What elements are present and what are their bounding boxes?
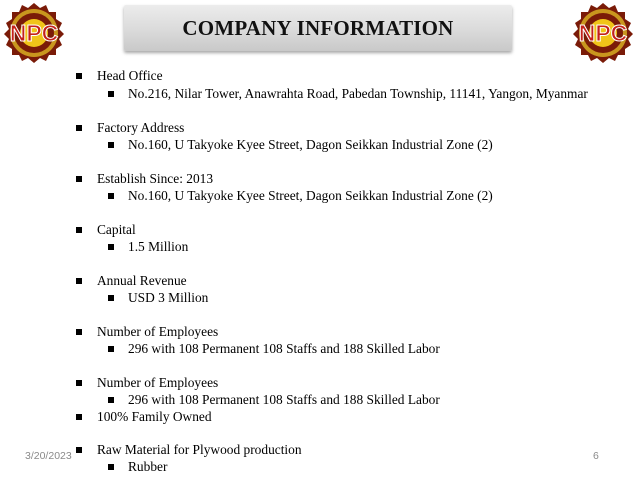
bullet-square-icon	[108, 142, 114, 148]
list-subitem: 1.5 Million	[128, 239, 189, 254]
bullet-square-icon	[108, 295, 114, 301]
slide-number: 6	[593, 450, 599, 462]
list-item-label: Establish Since: 2013	[97, 171, 214, 186]
list-subitem: No.160, U Takyoke Kyee Street, Dagon Seikkan Industrial Zone (2)	[128, 188, 493, 203]
bullet-square-icon	[108, 464, 114, 470]
list-subitem: 296 with 108 Permanent 108 Staffs and 188 Skilled Labor	[128, 341, 440, 356]
list-item-label: Annual Revenue	[97, 273, 187, 288]
bullet-square-icon	[76, 73, 82, 79]
logo-text: NPC	[9, 20, 59, 46]
slide-date: 3/20/2023	[25, 450, 72, 462]
list-subitem: No.216, Nilar Tower, Anawrahta Road, Pabedan Township, 11141, Yangon, Myanmar	[128, 86, 588, 101]
list-item-label: Factory Address	[97, 120, 185, 135]
bullet-square-icon	[76, 380, 82, 386]
bullet-square-icon	[76, 414, 82, 420]
list-item-label: Head Office	[97, 68, 163, 83]
bullet-square-icon	[76, 125, 82, 131]
list-subitem: USD 3 Million	[128, 290, 209, 305]
bullet-square-icon	[76, 447, 82, 453]
list-item-label: 100% Family Owned	[97, 409, 212, 424]
list-item-label: Number of Employees	[97, 375, 219, 390]
list-subitem: Rubber	[128, 459, 168, 474]
bullet-square-icon	[76, 176, 82, 182]
bullet-square-icon	[76, 227, 82, 233]
bullet-square-icon	[108, 346, 114, 352]
bullet-square-icon	[76, 329, 82, 335]
list-item-label: Number of Employees	[97, 324, 219, 339]
list-item-label: Capital	[97, 222, 136, 237]
page-title: COMPANY INFORMATION	[182, 16, 454, 40]
bullet-square-icon	[108, 193, 114, 199]
logo-text: NPC	[578, 20, 628, 46]
bullet-square-icon	[108, 244, 114, 250]
list-subitem: 296 with 108 Permanent 108 Staffs and 188 Skilled Labor	[128, 392, 440, 407]
list-subitem: No.160, U Takyoke Kyee Street, Dagon Seikkan Industrial Zone (2)	[128, 137, 493, 152]
bullet-square-icon	[108, 91, 114, 97]
bullet-square-icon	[108, 397, 114, 403]
list-item-label: Raw Material for Plywood production	[97, 442, 302, 457]
bullet-square-icon	[76, 278, 82, 284]
